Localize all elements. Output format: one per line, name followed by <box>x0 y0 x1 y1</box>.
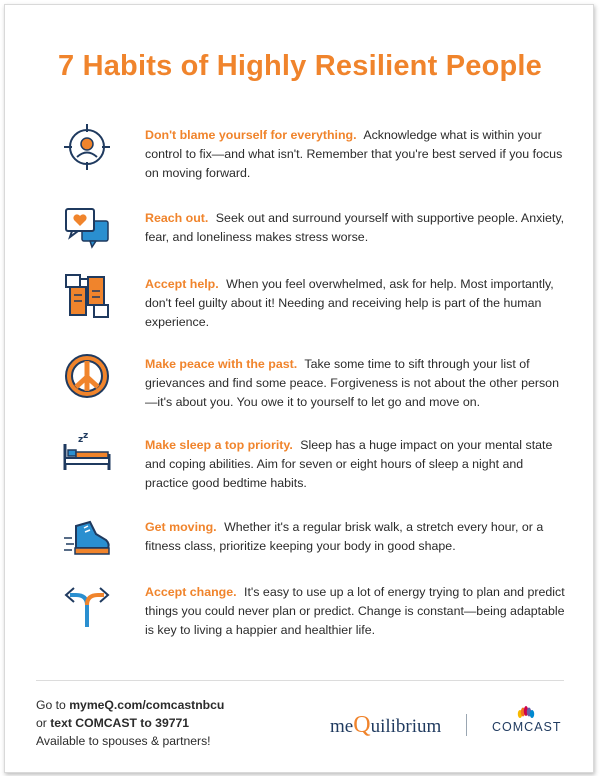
logo-separator <box>466 714 467 736</box>
peace-sign-icon <box>62 351 112 401</box>
habit-item <box>62 355 562 425</box>
habit-item <box>62 432 562 506</box>
text-comcast-code: text COMCAST to 39771 <box>50 716 190 730</box>
habit-text <box>145 436 565 493</box>
mymeq-link[interactable]: mymeQ.com/comcastnbcu <box>69 698 225 712</box>
habit-body: Seek out and surround yourself with supportive people. Anxiety, fear, and loneliness makes stress worse. <box>145 211 565 244</box>
habit-body: It's easy to use up a lot of energy trying to plan and predict things you could never plan or predict. Change is constant—being adaptable is key to living a happier and healthier life. <box>145 585 565 637</box>
habit-text <box>145 275 565 332</box>
habit-heading: Reach out. <box>145 211 209 225</box>
habit-heading: Don't blame yourself for everything. <box>145 128 357 142</box>
logo-part-me: me <box>330 716 354 737</box>
footer-info <box>36 696 224 750</box>
habit-text <box>145 126 565 183</box>
footer-or: or <box>36 716 51 730</box>
habit-text <box>145 209 565 247</box>
page-title: 7 Habits of Highly Resilient People <box>58 50 542 82</box>
svg-text:z: z <box>78 435 84 445</box>
hands-holding-icon <box>62 271 112 321</box>
mequilibrium-logo <box>330 712 441 739</box>
logo-part-uilibrium: uilibrium <box>370 716 442 737</box>
logo-part-q: Q <box>353 712 371 738</box>
habit-body: When you feel overwhelmed, ask for help. Most importantly, don't feel guilty about it! Needing and receiving help is part of the human experience. <box>145 277 554 329</box>
comcast-logo: COMCAST <box>492 720 562 734</box>
split-arrows-icon <box>62 579 112 629</box>
chat-heart-icon <box>62 205 112 255</box>
bed-sleep-icon <box>62 432 112 482</box>
habit-body: Sleep has a huge impact on your mental state and coping abilities. Aim for seven or eight hours of sleep a night and practice good bedtime habits. <box>145 438 553 490</box>
habit-heading: Accept help. <box>145 277 219 291</box>
habit-heading: Make peace with the past. <box>145 357 298 371</box>
habit-item <box>62 518 562 588</box>
footer-divider <box>36 680 564 681</box>
svg-text:z: z <box>83 432 89 441</box>
habit-item <box>62 275 562 345</box>
habit-text <box>145 583 565 640</box>
target-person-icon <box>62 122 112 172</box>
habit-heading: Get moving. <box>145 520 217 534</box>
habit-item <box>62 583 565 653</box>
habit-text <box>145 355 565 412</box>
habit-body: Acknowledge what is within your control to fix—and what isn't. Remember that you're best served if you focus on moving forward. <box>145 128 563 180</box>
habit-text <box>145 518 565 556</box>
habit-item <box>62 126 562 196</box>
footer-go-to: Go to <box>36 698 70 712</box>
habit-item <box>62 209 565 279</box>
habit-body: Take some time to sift through your list of grievances and find some peace. Forgiveness is not about the other person—it's about you. You owe it to yourself to let go and move on. <box>145 357 559 409</box>
nbc-peacock-icon <box>516 706 536 718</box>
footer-line-url <box>36 696 224 714</box>
footer-availability: Available to spouses & partners! <box>36 734 211 748</box>
habit-heading: Accept change. <box>145 585 237 599</box>
habit-body: Whether it's a regular brisk walk, a stretch every hour, or a fitness class, prioritize keeping your body in good shape. <box>145 520 544 553</box>
sneaker-icon <box>62 514 112 564</box>
footer-line-text <box>36 714 224 732</box>
habit-heading: Make sleep a top priority. <box>145 438 293 452</box>
